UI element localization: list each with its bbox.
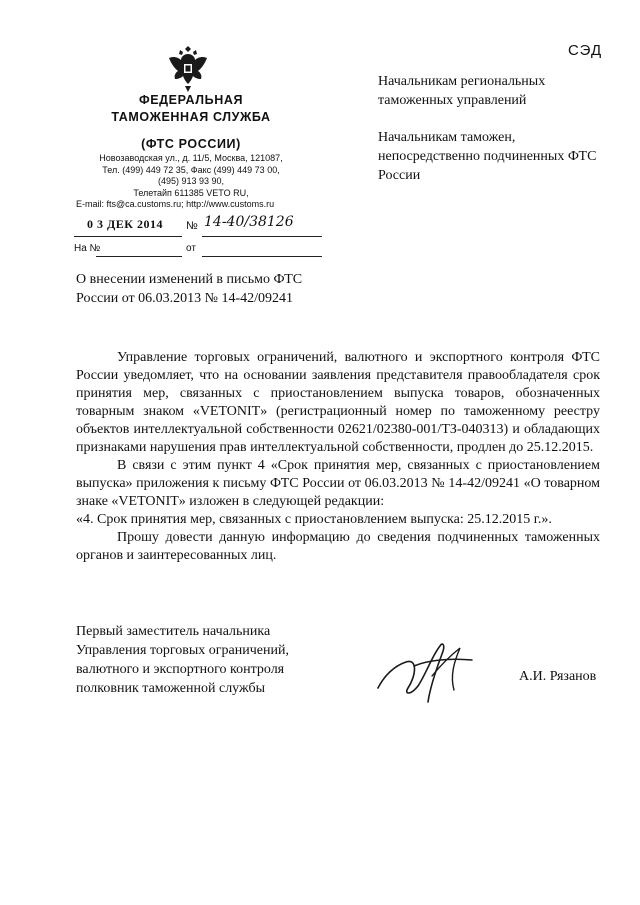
sender-teletype: Телетайп 611385 VETO RU, <box>133 187 249 198</box>
agency-name-line2: ТАМОЖЕННАЯ СЛУЖБА <box>111 110 271 124</box>
registration-line <box>74 212 324 242</box>
number-sign: № <box>186 220 198 232</box>
agency-abbreviation: (ФТС РОССИИ) <box>141 137 241 151</box>
signer-title-line4: полковник таможенной службы <box>76 681 266 696</box>
letter-subject: О внесении изменений в письмо ФТС России от 06.03.2013 № 14-42/09241 <box>76 272 303 306</box>
reply-number-underline <box>96 256 182 257</box>
signer-name: А.И. Рязанов <box>519 669 597 684</box>
sender-contacts <box>62 153 320 211</box>
agency-name-line1: ФЕДЕРАЛЬНАЯ <box>138 93 244 107</box>
number-underline <box>202 236 322 237</box>
date-underline <box>74 236 182 237</box>
signer-title-line2: Управления торговых ограничений, <box>76 643 289 658</box>
sender-email: E-mail: fts@ca.customs.ru; http://www.customs.ru <box>76 199 275 209</box>
body-paragraph-3: «4. Срок принятия мер, связанных с приостановлением выпуска: 25.12.2015 г.». <box>76 512 552 527</box>
addressee-customs-heads: Начальникам таможен, непосредственно подчиненных ФТС России <box>378 130 597 183</box>
registration-date-stamp: 0 3 ДЕК 2014 <box>87 217 163 231</box>
sender-phone-fax: Тел. (499) 449 72 35, Факс (499) 449 73 00, <box>102 164 280 175</box>
reply-from-label: от <box>186 243 196 254</box>
signer-title-block <box>76 622 336 698</box>
letter-body <box>76 349 600 565</box>
reply-reference-line <box>74 243 324 259</box>
addressee-regional-administrations: Начальникам региональных таможенных управлений <box>378 74 546 108</box>
handwritten-signature <box>370 636 480 708</box>
body-paragraph-1: Управление торговых ограничений, валютного и экспортного контроля ФТС России уведомляет, что на основании заявления представителя правообладателя срок принятия мер, связанных с приостановлением выпуска товаров, обозначенных товарным знаком «VETONIT» (регистрационный номер по таможенному реестру объектов интеллектуальной собственности 02621/02380-001/ТЗ-040313) и обладающих признаками нарушения прав интеллектуальной собственности, продлен до 25.12.2015. <box>76 350 600 455</box>
sender-phone-2: (495) 913 93 90, <box>157 176 225 186</box>
reply-number-label: На № <box>74 243 101 254</box>
signer-title-line3: валютного и экспортного контроля <box>76 662 285 677</box>
coat-of-arms-icon <box>160 40 216 96</box>
signer-title-line1: Первый заместитель начальника <box>76 624 271 639</box>
body-paragraph-4: Прошу довести данную информацию до сведения подчиненных таможенных органов и заинтересованных лиц. <box>76 530 600 563</box>
sender-address: Новозаводская ул., д. 11/5, Москва, 121087, <box>99 153 283 163</box>
body-paragraph-2: В связи с этим пункт 4 «Срок принятия мер, связанных с приостановлением выпуска» приложения к письму ФТС России от 06.03.2013 № 14-42/09241 «О товарном знаке «VETONIT» изложен в следующей редакции: <box>76 458 600 509</box>
sed-stamp-label: СЭД <box>568 42 603 59</box>
sender-agency-block <box>62 92 320 153</box>
reply-date-underline <box>202 256 322 257</box>
registration-number: 14-40/38126 <box>204 214 294 230</box>
